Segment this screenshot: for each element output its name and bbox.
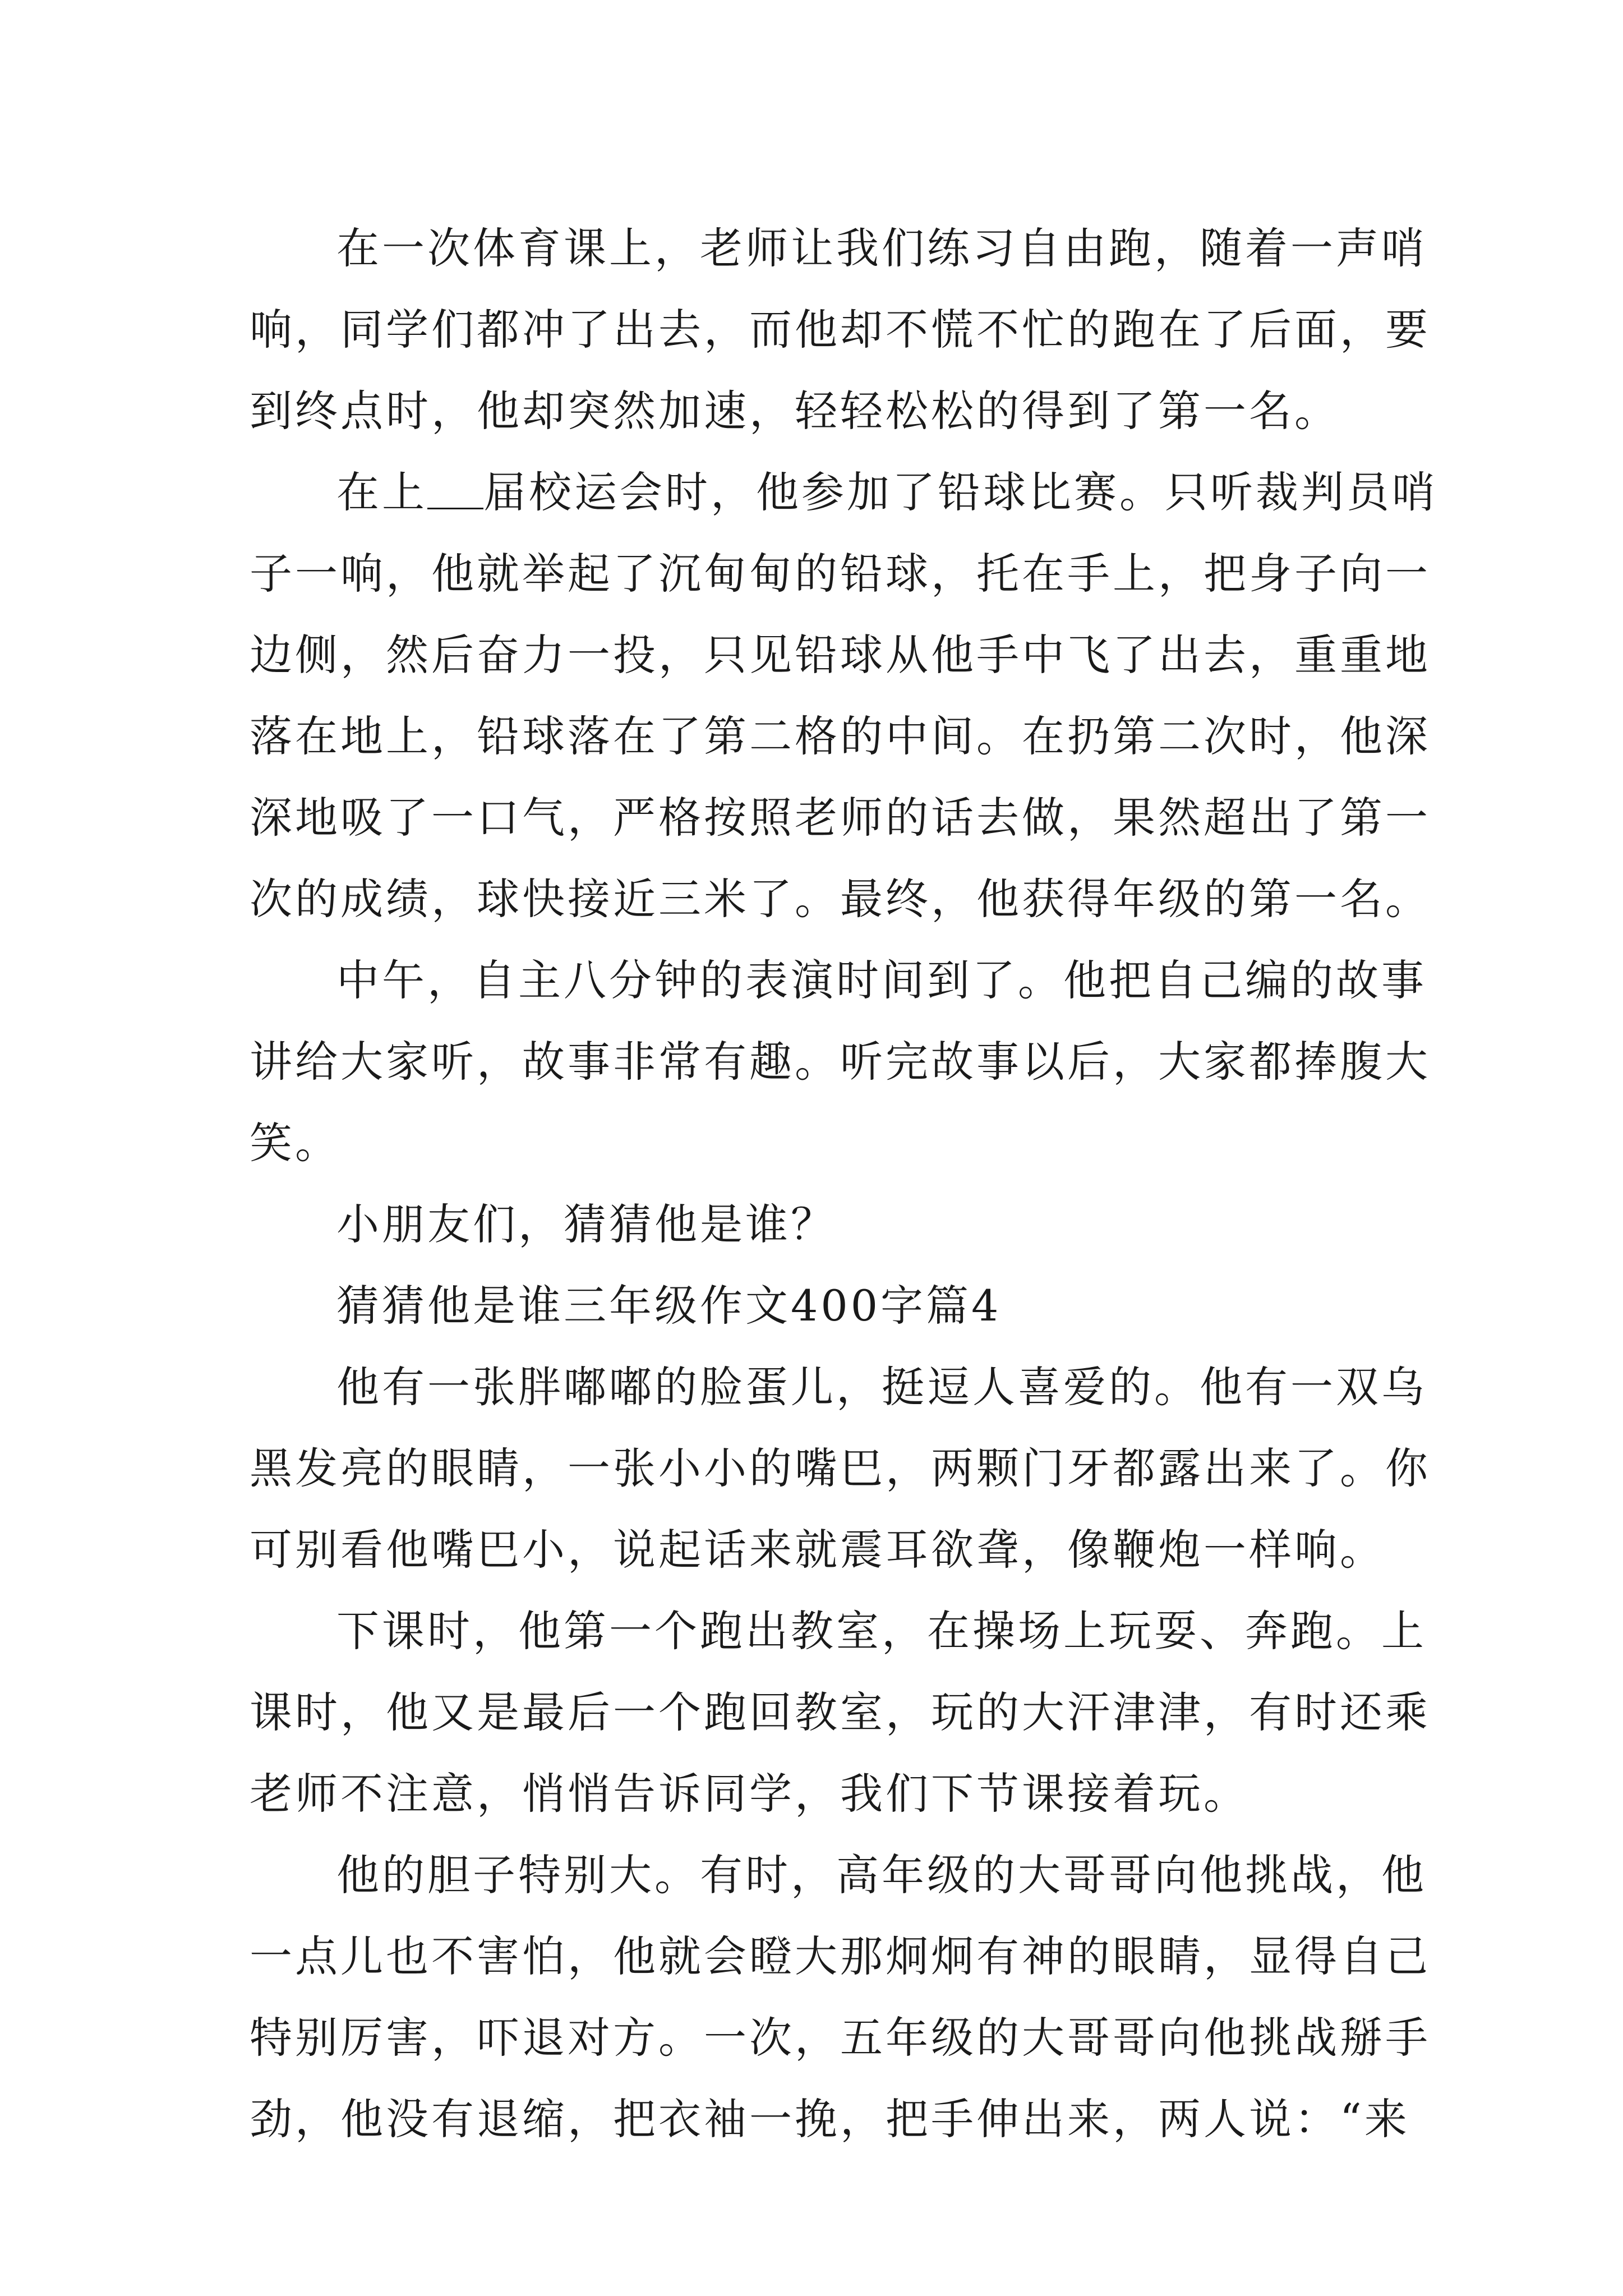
text-fragment: 届校运会时，他参加了铅球比赛。只听裁判员哨 [483,467,1437,517]
text-line: 下课时，他第一个跑出教室，在操场上玩耍、奔跑。上 [336,1606,1427,1656]
text-line: 特别厉害，吓退对方。一次，五年级的大哥哥向他挑战掰手 [250,2013,1431,2063]
text-line: 到终点时，他却突然加速，轻轻松松的得到了第一名。 [250,386,1340,436]
text-line: 可别看他嘴巴小，说起话来就震耳欲聋，像鞭炮一样响。 [250,1525,1385,1575]
text-line: 子一响，他就举起了沉甸甸的铅球，托在手上，把身子向一 [250,549,1431,599]
text-line: 小朋友们，猜猜他是谁？ [336,1199,836,1249]
text-line [250,452,1437,533]
text-line: 他的胆子特别大。有时，高年级的大哥哥向他挑战，他 [336,1850,1427,1900]
text-line: 响，同学们都冲了出去，而他却不慌不忙的跑在了后面，要 [250,305,1431,355]
text-line: 一点儿也不害怕，他就会瞪大那炯炯有神的眼睛，显得自己 [250,1931,1431,1981]
text-line: 中午，自主八分钟的表演时间到了。他把自己编的故事 [336,955,1427,1005]
text-line: 黑发亮的眼睛，一张小小的嘴巴，两颗门牙都露出来了。你 [250,1443,1431,1493]
text-line: 边侧，然后奋力一投，只见铅球从他手中飞了出去，重重地 [250,630,1431,680]
text-line: 落在地上，铅球落在了第二格的中间。在扔第二次时，他深 [250,711,1431,761]
document-body [250,208,1437,2160]
text-line: 次的成绩，球快接近三米了。最终，他获得年级的第一名。 [250,874,1431,924]
fill-blank [427,468,483,509]
text-line: 在一次体育课上，老师让我们练习自由跑，随着一声哨 [336,223,1427,273]
text-line: 笑。 [250,1118,340,1168]
section-heading: 猜猜他是谁三年级作文400字篇4 [336,1281,1002,1331]
text-line: 讲给大家听，故事非常有趣。听完故事以后，大家都捧腹大 [250,1037,1431,1087]
text-line: 劲，他没有退缩，把衣袖一挽，把手伸出来，两人说：“来 [250,2094,1410,2144]
text-line: 他有一张胖嘟嘟的脸蛋儿，挺逗人喜爱的。他有一双乌 [336,1362,1427,1412]
text-line: 深地吸了一口气，严格按照老师的话去做，果然超出了第一 [250,793,1431,843]
text-line: 课时，他又是最后一个跑回教室，玩的大汗津津，有时还乘 [250,1687,1431,1737]
text-line: 老师不注意，悄悄告诉同学，我们下节课接着玩。 [250,1769,1249,1819]
text-fragment: 在上 [336,467,427,517]
